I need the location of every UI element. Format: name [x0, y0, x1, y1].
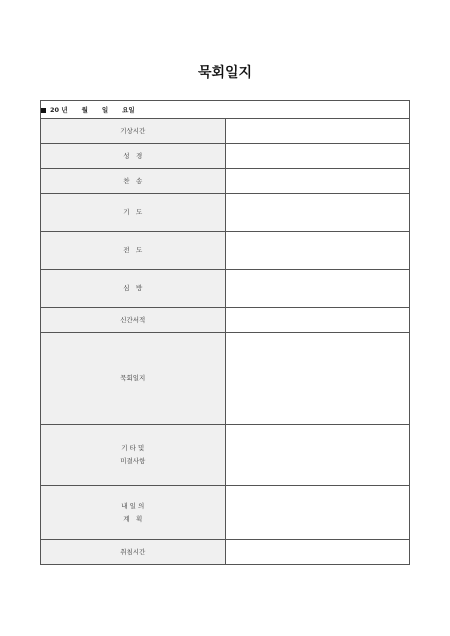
month-unit: 월	[81, 106, 88, 114]
date-line	[41, 101, 410, 119]
row-bible	[41, 144, 410, 169]
journal-field[interactable]	[225, 333, 410, 425]
evangelism-field[interactable]	[225, 232, 410, 270]
row-label: 전 도	[41, 232, 226, 270]
row-tomorrow-plan	[41, 486, 410, 540]
row-label: 성 경	[41, 144, 226, 169]
year-prefix: 20	[50, 106, 60, 114]
misc-pending-field[interactable]	[225, 425, 410, 486]
row-label: 취침시간	[41, 540, 226, 565]
new-books-field[interactable]	[225, 308, 410, 333]
row-label: 신간서적	[41, 308, 226, 333]
row-label: 기 타 및 미결사항	[41, 425, 226, 486]
weekday-unit: 요일	[122, 106, 135, 114]
row-journal	[41, 333, 410, 425]
wake-time-field[interactable]	[225, 119, 410, 144]
square-bullet-icon	[41, 108, 46, 113]
row-label: 기상시간	[41, 119, 226, 144]
bible-field[interactable]	[225, 144, 410, 169]
document-title: 묵회일지	[197, 65, 253, 81]
row-misc-pending	[41, 425, 410, 486]
prayer-field[interactable]	[225, 194, 410, 232]
row-hymn	[41, 169, 410, 194]
row-label: 내 일 의 계 획	[41, 486, 226, 540]
row-visitation	[41, 270, 410, 308]
row-prayer	[41, 194, 410, 232]
tomorrow-plan-field[interactable]	[225, 486, 410, 540]
hymn-field[interactable]	[225, 169, 410, 194]
day-unit: 일	[101, 106, 109, 114]
row-label: 기 도	[41, 194, 226, 232]
row-bed-time	[41, 540, 410, 565]
row-label: 심 방	[41, 270, 226, 308]
row-wake-time	[41, 119, 410, 144]
row-label: 묵회일지	[41, 333, 226, 425]
row-new-books	[41, 308, 410, 333]
date-row	[41, 101, 410, 119]
row-evangelism	[41, 232, 410, 270]
daily-log-table	[40, 100, 410, 565]
row-label: 찬 송	[41, 169, 226, 194]
year-unit: 년	[61, 106, 68, 114]
visitation-field[interactable]	[225, 270, 410, 308]
bed-time-field[interactable]	[225, 540, 410, 565]
